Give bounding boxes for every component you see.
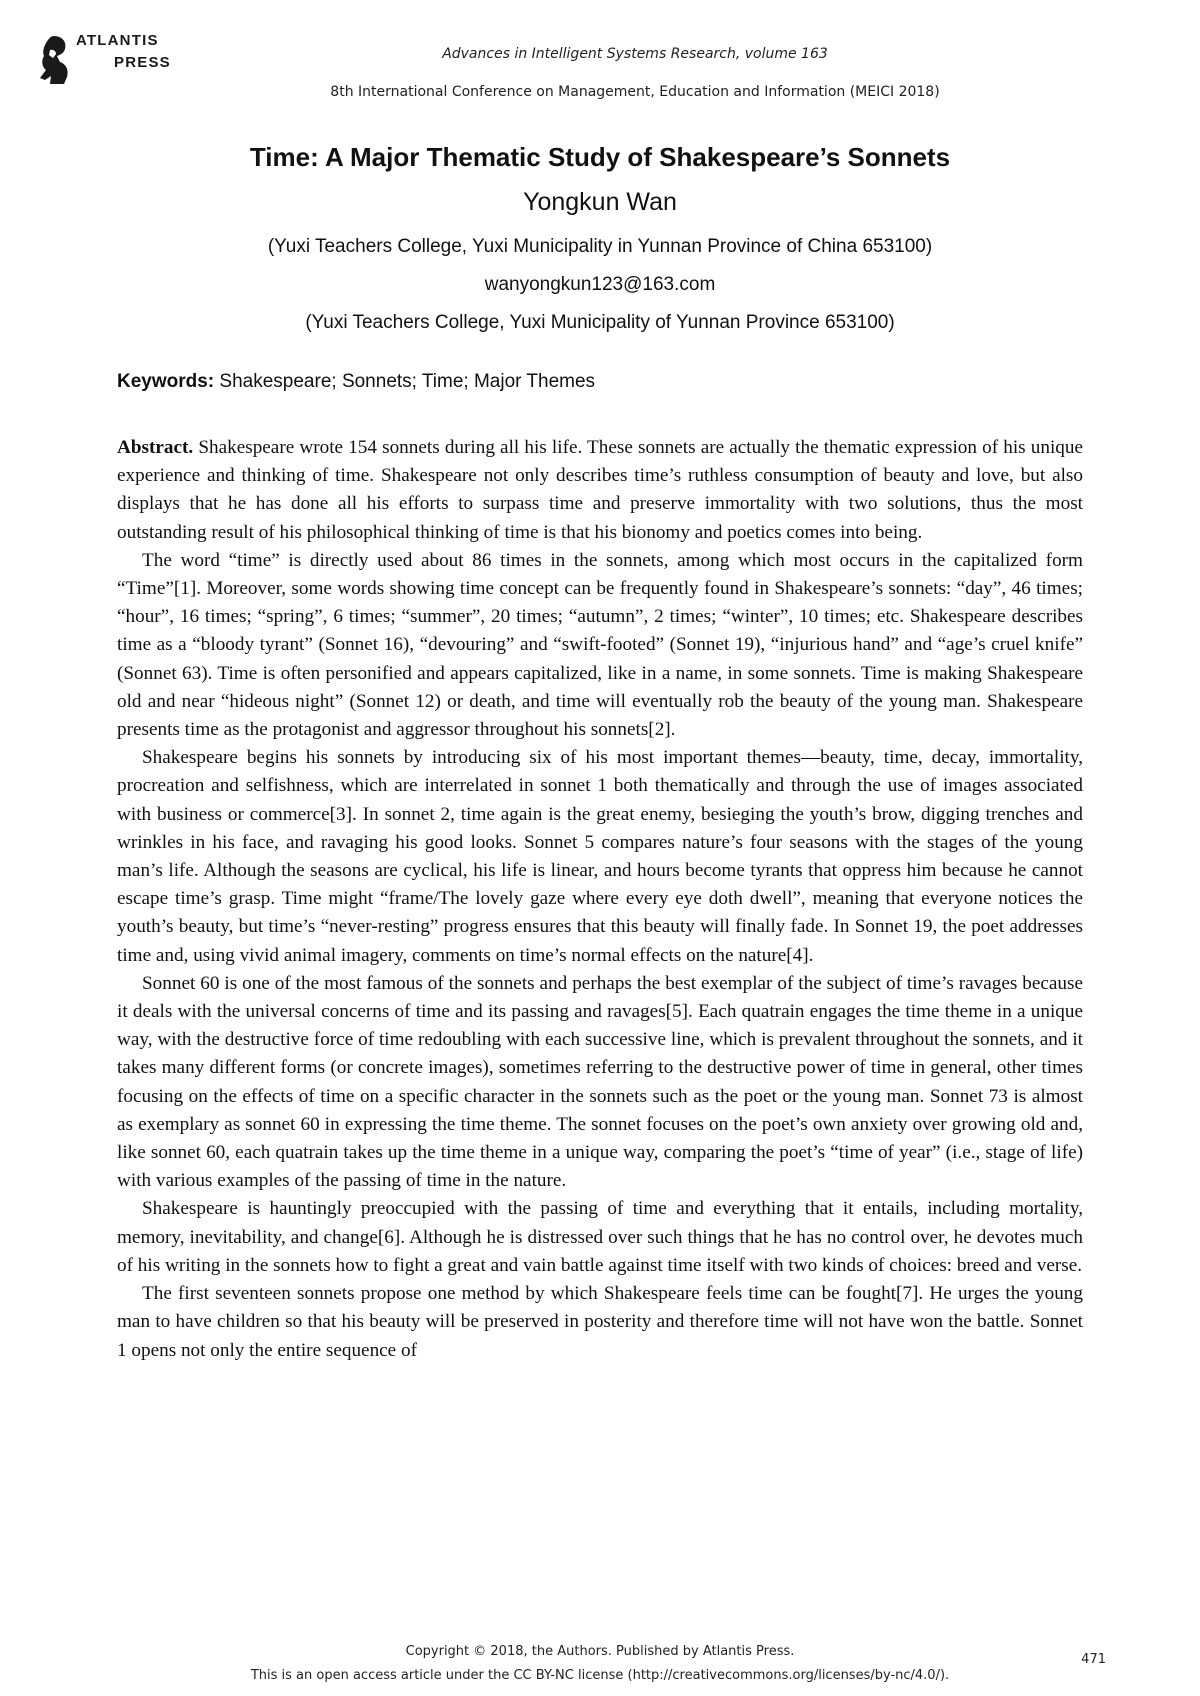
conference-name: 8th International Conference on Management, Education and Information (MEICI 2018) (330, 84, 940, 100)
affiliation-1: (Yuxi Teachers College, Yuxi Municipality in Yunnan Province of China 653100) (267, 236, 933, 257)
body-paragraph-2: Shakespeare begins his sonnets by introducing six of his most important themes—beauty, time, decay, immortality, procreation and selfishness, which are interrelated in sonnet 1 both thematically and through the use of images associated with business or commerce[3]. In sonnet 2, time again is the great enemy, besieging the youth’s brow, digging trenches and wrinkles in his face, and ravaging his good looks. Sonnet 5 compares nature’s four seasons with the stages of the young man’s life. Although the seasons are cyclical, his life is linear, and hours become tyrants that oppress him because he cannot escape time’s grasp. Time might “frame/The lovely gaze where every eye doth dwell”, meaning that everyone notices the youth’s beauty, but time’s “never-resting” progress ensures that this beauty will finally fade. In Sonnet 19, the poet addresses time and, using vivid animal imagery, comments on time’s normal effects on the nature[4]. (117, 747, 1083, 966)
publisher-name-line2: PRESS (114, 54, 171, 71)
publisher-name-line1: ATLANTIS (76, 32, 159, 49)
body-text (117, 434, 1083, 1365)
body-paragraph-3: Sonnet 60 is one of the most famous of the sonnets and perhaps the best exemplar of the subject of time’s ravages because it deals with the universal concerns of time and its passing and ravages[5]. Each quatrain engages the time theme in a unique way, with the destructive force of time redoubling with each successive line, which is prevalent throughout the sonnets, and it takes many different forms (or concrete images), sometimes referring to the destructive power of time in general, other times focusing on the effects of time on a specific character in the sonnets such as the poet or the young man. Sonnet 73 is almost as exemplary as sonnet 60 in expressing the time theme. The sonnet focuses on the poet’s own anxiety over growing old and, like sonnet 60, each quatrain takes up the time theme in a unique way, comparing the poet’s “time of year” (i.e., stage of life) with various examples of the passing of time in the nature. (117, 972, 1083, 1192)
keywords-text: Shakespeare; Sonnets; Time; Major Themes (214, 371, 596, 392)
body-paragraph-1: The word “time” is directly used about 86 times in the sonnets, among which most occurs in the capitalized form “Time”[1]. Moreover, some words showing time concept can be frequently found in Shakespeare’s sonnets: “day”, 46 times; “hour”, 16 times; “spring”, 6 times; “summer”, 20 times; “autumn”, 2 times; “winter”, 10 times; etc. Shakespeare describes time as a “bloody tyrant” (Sonnet 16), “devouring” and “swift-footed” (Sonnet 19), “injurious hand” and “age’s cruel knife” (Sonnet 63). Time is often personified and appears capitalized, like in a name, in some sonnets. Time is making Shakespeare old and near “hideous night” (Sonnet 12) or death, and time will eventually rob the beauty of the young man. Shakespeare presents time as the protagonist and aggressor throughout his sonnets[2]. (117, 549, 1083, 741)
license-notice: This is an open access article under the CC BY-NC license (http://creativecommons.org/licenses/by-nc/4.0/). (250, 1668, 950, 1683)
keywords-label: Keywords: (117, 371, 215, 392)
author-name: Yongkun Wan (523, 188, 677, 216)
body-paragraph-5: The first seventeen sonnets propose one method by which Shakespeare feels time can be fought[7]. He urges the young man to have children so that his beauty will be preserved in posterity and therefore time will not have won the battle. Sonnet 1 opens not only the entire sequence of (117, 1283, 1083, 1361)
abstract-label: Abstract. (117, 437, 194, 458)
affiliation-2: (Yuxi Teachers College, Yuxi Municipality of Yunnan Province 653100) (305, 312, 895, 333)
abstract-text: Shakespeare wrote 154 sonnets during all his life. These sonnets are actually the thematic expression of his unique experience and thinking of time. Shakespeare not only describes time’s ruthless consumption of beauty and love, but also displays that he has done all his efforts to surpass time and preserve immortality with two solutions, thus the most outstanding result of his philosophical thinking of time is that his bionomy and poetics comes into being. (117, 437, 1083, 543)
keywords-line (117, 371, 595, 393)
page-footer (0, 1640, 1200, 1688)
paper-title: Time: A Major Thematic Study of Shakespeare’s Sonnets (249, 142, 951, 172)
body-paragraph-4: Shakespeare is hauntingly preoccupied with the passing of time and everything that it entails, including mortality, memory, inevitability, and change[6]. Although he is distressed over such things that he has no control over, he devotes much of his writing in the sonnets how to fight a great and vain battle against time itself with two kinds of choices: breed and verse. (117, 1198, 1083, 1276)
page-number: 471 (1081, 1652, 1106, 1667)
series-title: Advances in Intelligent Systems Research, volume 163 (442, 46, 828, 62)
author-email: wanyongkun123@163.com (484, 274, 716, 295)
copyright-notice: Copyright © 2018, the Authors. Published by Atlantis Press. (405, 1644, 795, 1659)
abstract-paragraph (117, 434, 1083, 547)
